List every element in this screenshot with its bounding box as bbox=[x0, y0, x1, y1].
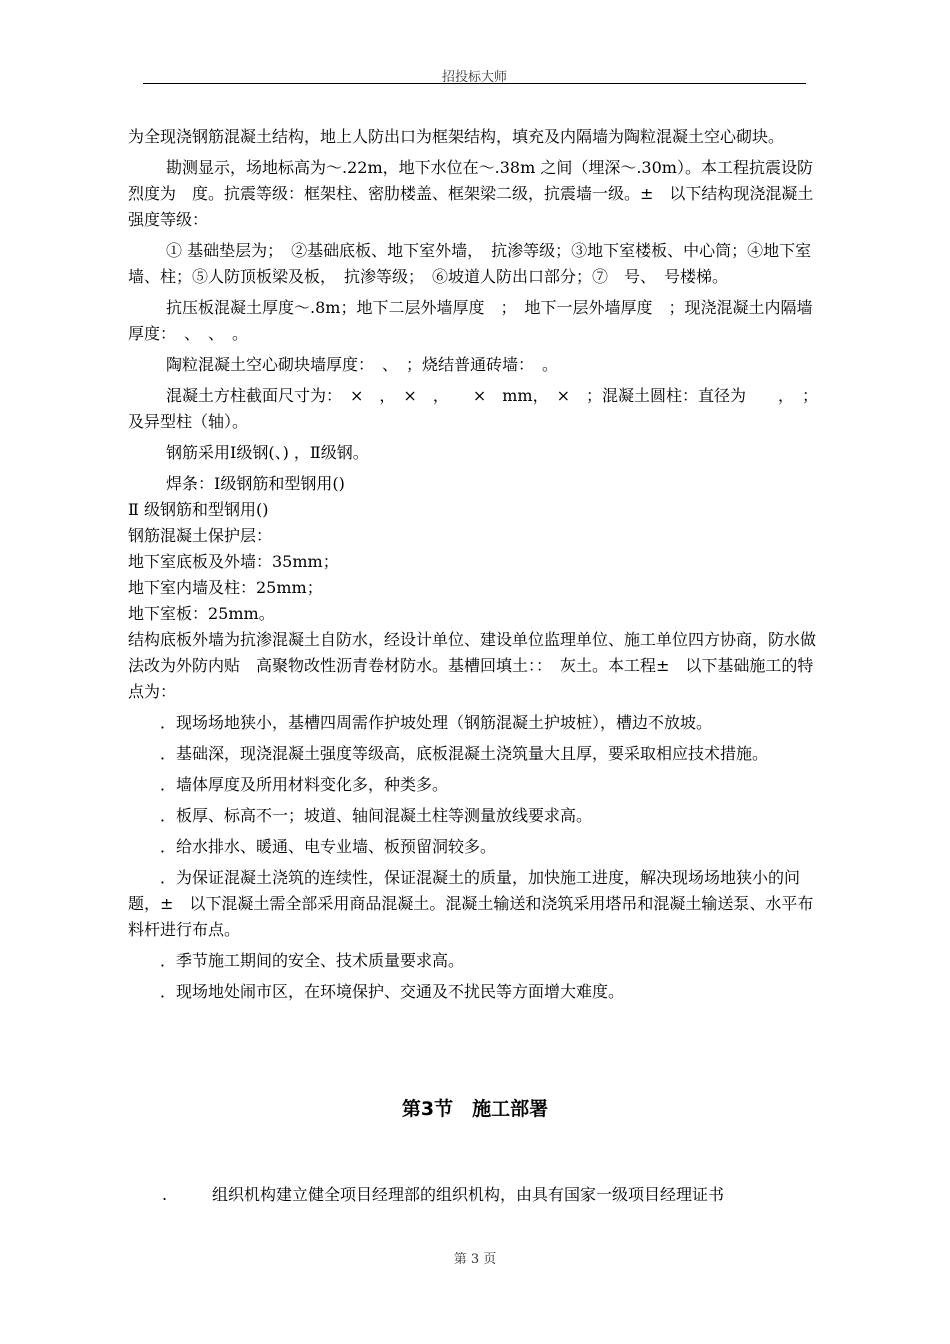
paragraph: 勘测显示，场地标高为～.22m，地下水位在～.38m 之间（埋深～.30m）。本工程抗震设防烈度为 度。抗震等级：框架柱、密肋楼盖、框架梁二级，抗震墙一级。± 以下结构现浇混凝土强度等级： bbox=[128, 158, 814, 229]
list-marker: . bbox=[162, 1185, 168, 1204]
list-item: ．现场地处闹市区，在环境保护、交通及不扰民等方面增大难度。 bbox=[160, 982, 625, 1001]
paragraph: 钢筋混凝土保护层： bbox=[128, 526, 273, 545]
paragraph: 结构底板外墙为抗渗混凝土自防水，经设计单位、建设单位监理单位、施工单位四方协商，防水做法改为外防内贴 高聚物改性沥青卷材防水。基槽回填土：： 灰土。本工程± 以下基础施工的特点为： bbox=[128, 630, 817, 701]
list-item: ．现场场地狭小，基槽四周需作护坡处理（钢筋混凝土护坡桩），槽边不放坡。 bbox=[160, 713, 713, 732]
paragraph: 陶粒混凝土空心砌块墙厚度： 、 ；烧结普通砖墙： 。 bbox=[166, 355, 559, 374]
paragraph-text: 组织机构建立健全项目经理部的组织机构，由具有国家一级项目经理证书 bbox=[212, 1185, 725, 1204]
paragraph: 地下室板：25mm。 bbox=[128, 604, 275, 623]
header-divider bbox=[143, 83, 806, 84]
paragraph: 地下室底板及外墙：35mm； bbox=[128, 552, 339, 571]
list-item: ．基础深，现浇混凝土强度等级高，底板混凝土浇筑量大且厚，要采取相应技术措施。 bbox=[160, 744, 769, 763]
last-paragraph bbox=[128, 1182, 824, 1208]
list-item: ．给水排水、暖通、电专业墙、板预留洞较多。 bbox=[160, 837, 497, 856]
page-header: 招投标大师 bbox=[441, 70, 507, 85]
list-item: ．墙体厚度及所用材料变化多，种类多。 bbox=[160, 775, 449, 794]
paragraph: 为全现浇钢筋混凝土结构，地上人防出口为框架结构，填充及内隔墙为陶粒混凝土空心砌块。 bbox=[128, 127, 785, 146]
paragraph: 钢筋采用Ⅰ级钢(、) ，Ⅱ级钢。 bbox=[166, 443, 369, 462]
paragraph: 抗压板混凝土厚度～.8m；地下二层外墙厚度 ； 地下一层外墙厚度 ；现浇混凝土内隔墙厚度： 、 、 。 bbox=[128, 298, 813, 343]
section-heading: 第3节 施工部署 bbox=[401, 1098, 549, 1120]
page-number: 第 3 页 bbox=[453, 1252, 497, 1267]
paragraph: 地下室内墙及柱：25mm； bbox=[128, 578, 323, 597]
paragraph: 焊条：Ⅰ级钢筋和型钢用() bbox=[166, 474, 345, 493]
paragraph: 混凝土方柱截面尺寸为： × ， × ， × mm， × ；混凝土圆柱：直径为 ， ；及异型柱（轴）。 bbox=[128, 386, 818, 431]
paragraph: ① 基础垫层为； ②基础底板、地下室外墙， 抗渗等级；③地下室楼板、中心筒；④地下室墙、柱；⑤人防顶板梁及板， 抗渗等级； ⑥坡道人防出口部分；⑦ 号、 号楼梯。 bbox=[128, 241, 812, 286]
paragraph: Ⅱ 级钢筋和型钢用() bbox=[128, 500, 269, 519]
list-item: ．为保证混凝土浇筑的连续性，保证混凝土的质量，加快施工进度，解决现场场地狭小的问题，± 以下混凝土需全部采用商品混凝土。混凝土输送和浇筑采用塔吊和混凝土输送泵、水平布料杆进行布点。 bbox=[128, 868, 814, 939]
list-item: ．板厚、标高不一；坡道、轴间混凝土柱等测量放线要求高。 bbox=[160, 806, 593, 825]
body-text bbox=[128, 124, 824, 1005]
list-item: ．季节施工期间的安全、技术质量要求高。 bbox=[160, 951, 465, 970]
